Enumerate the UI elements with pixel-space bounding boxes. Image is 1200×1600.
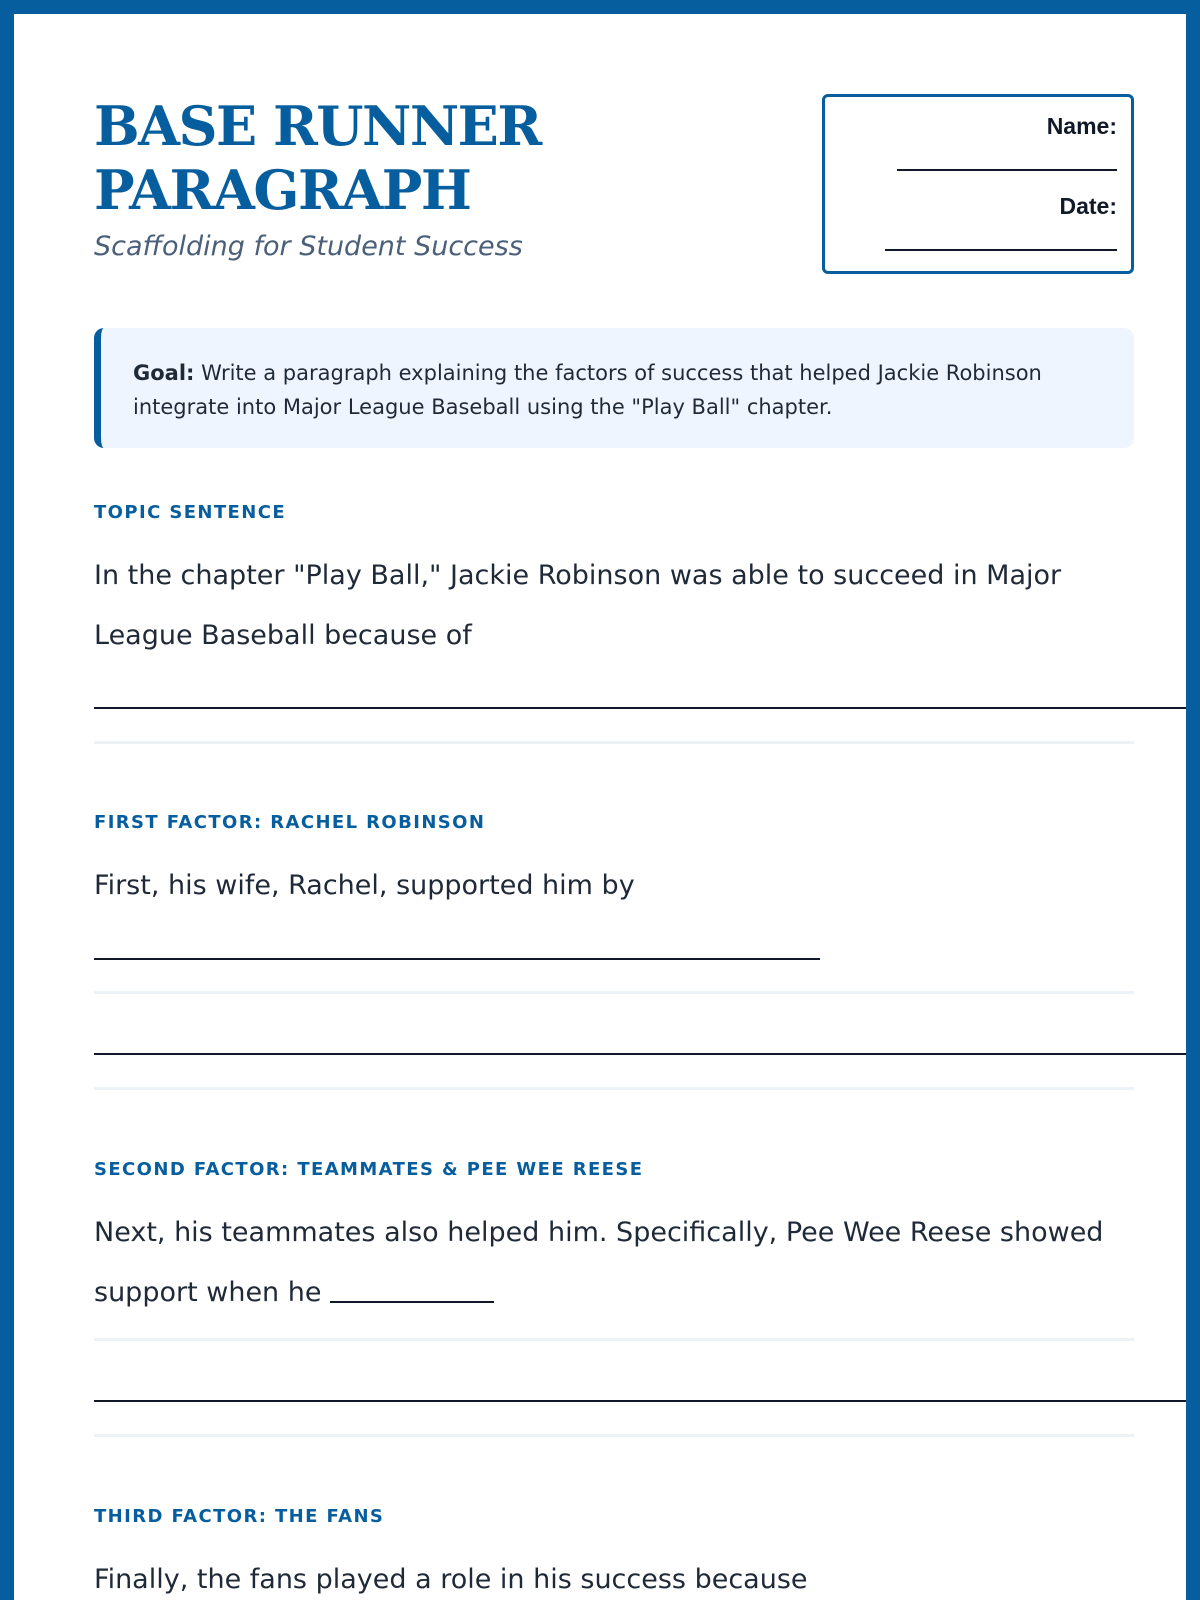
date-blank-line[interactable]: [885, 249, 1117, 251]
second-factor-prompt-wrap: [94, 1203, 1134, 1323]
section-heading-first-factor: FIRST FACTOR: RACHEL ROBINSON: [94, 812, 486, 833]
goal-callout: [94, 328, 1134, 448]
section-heading-topic-sentence: TOPIC SENTENCE: [94, 502, 287, 523]
section-divider: [94, 741, 1134, 744]
first-factor-answer-line-1[interactable]: [94, 958, 820, 960]
section-heading-second-factor: SECOND FACTOR: TEAMMATES & PEE WEE REESE: [94, 1159, 644, 1180]
second-factor-inline-blank[interactable]: [330, 1277, 494, 1303]
name-blank-line[interactable]: [897, 169, 1117, 171]
section-divider: [94, 1087, 1134, 1090]
third-factor-prompt: Finally, the fans played a role in his success because: [94, 1564, 808, 1595]
section-heading-third-factor: THIRD FACTOR: THE FANS: [94, 1506, 385, 1527]
date-label: Date:: [1059, 193, 1117, 219]
section-divider: [94, 1434, 1134, 1437]
name-label: Name:: [1046, 113, 1117, 139]
section-divider: [94, 991, 1134, 994]
goal-text: Write a paragraph explaining the factors of success that helped Jackie Robinson integrate into Major League Baseball using the "Play Ball" chapter.: [133, 361, 1042, 419]
topic-sentence-prompt: In the chapter "Play Ball," Jackie Robinson was able to succeed in Major League Baseball because of: [94, 560, 1062, 651]
worksheet-title: BASE RUNNER PARAGRAPH: [94, 94, 541, 222]
first-factor-answer-line-2[interactable]: [94, 1053, 1200, 1055]
worksheet-subtitle: Scaffolding for Student Success: [94, 231, 523, 262]
section-divider: [94, 1338, 1134, 1341]
second-factor-answer-line[interactable]: [94, 1400, 1200, 1402]
goal-label: Goal:: [133, 361, 195, 385]
first-factor-prompt: First, his wife, Rachel, supported him by: [94, 870, 635, 901]
second-factor-prompt: Next, his teammates also helped him. Specifically, Pee Wee Reese showed support when he: [94, 1217, 1104, 1308]
topic-sentence-answer-line[interactable]: [94, 707, 1200, 709]
name-date-box: [822, 94, 1134, 274]
